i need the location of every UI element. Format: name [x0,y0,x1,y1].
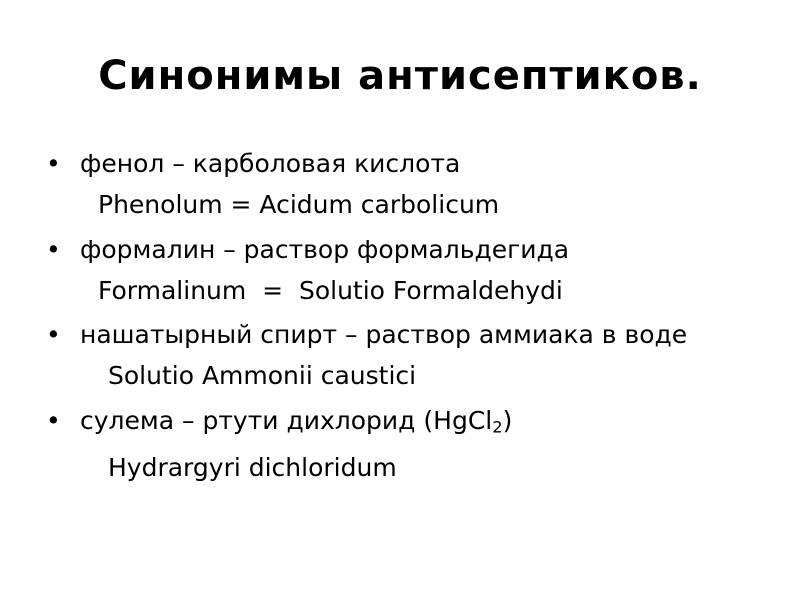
latin-name: Hydrargyri dichloridum [108,453,397,483]
item-text: формалин – раствор формальдегида [80,235,570,264]
latin-name: Formalinum = Solutio Formaldehydi [98,276,563,305]
item-text: фенол – карболовая кислота [80,149,461,178]
list-item-sublimate [46,402,766,445]
bullet-icon: • [46,406,61,435]
item-text: нашатырный спирт – раствор аммиака в воде [80,320,688,349]
bullet-list [46,145,766,494]
slide-title: Синонимы антисептиков. [98,53,702,99]
latin-name: Solutio Ammonii caustici [108,361,417,390]
formula-subscript: 2 [492,417,503,437]
item-text-main: сулема – ртути дихлорид (HgCl [80,406,493,435]
list-item-formalin [46,231,766,268]
bullet-icon: • [46,235,61,264]
bullet-icon: • [46,149,61,178]
item-text-end: ) [502,406,513,435]
item-text [80,406,512,435]
list-item-ammonia [46,317,766,353]
bullet-icon: • [46,320,61,349]
latin-name: Phenolum = Acidum carbolicum [98,190,500,219]
list-item-phenol [46,145,766,182]
